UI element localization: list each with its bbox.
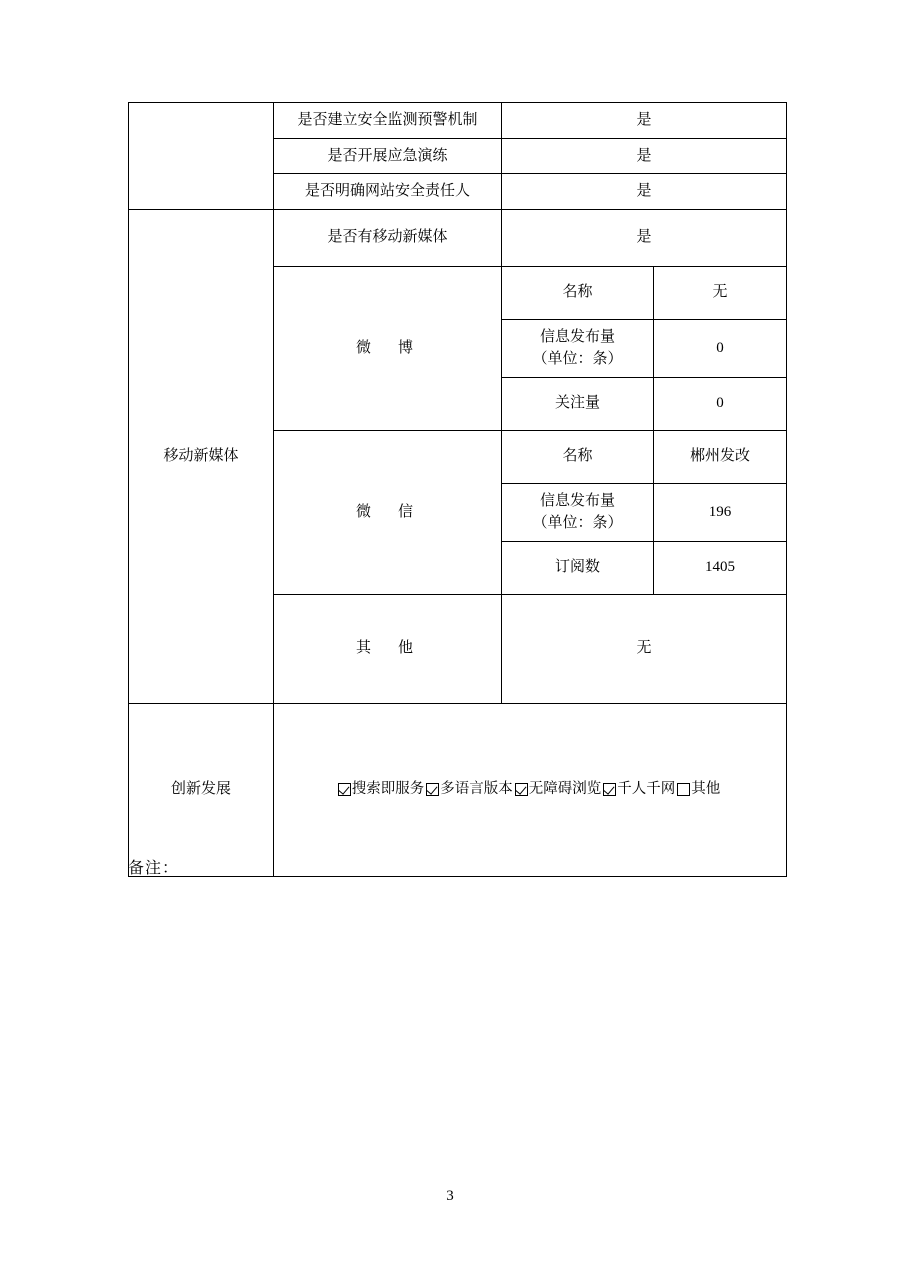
innovation-options-cell	[274, 703, 787, 876]
weixin-metric-value-0: 郴州发改	[654, 430, 787, 483]
weixin-metric-name-0: 名称	[502, 430, 654, 483]
innovation-option-1-label: 多语言版本	[440, 780, 513, 797]
page-number: 3	[446, 1188, 454, 1204]
weixin-metric-name-2: 订阅数	[502, 541, 654, 594]
weibo-metric-name-1	[502, 319, 654, 377]
innovation-label: 创新发展	[129, 703, 274, 876]
checkbox-checked-icon[interactable]	[603, 783, 616, 796]
remark-label: 备注：	[128, 858, 180, 877]
weixin-metric-name-1-line2: （单位：条）	[532, 515, 623, 531]
innovation-options-list	[278, 779, 782, 801]
innovation-option-4[interactable]	[677, 779, 720, 801]
table-row	[129, 703, 787, 876]
innovation-option-1[interactable]	[426, 779, 513, 801]
innovation-option-2[interactable]	[515, 779, 602, 801]
mobile-media-section-label: 移动新媒体	[129, 209, 274, 703]
innovation-option-4-label: 其他	[691, 780, 721, 797]
weibo-metric-name-1-line2: （单位：条）	[532, 351, 623, 367]
security-answer-1: 是	[502, 138, 787, 174]
weixin-label: 微 信	[274, 430, 502, 594]
weibo-metric-value-0: 无	[654, 266, 787, 319]
report-table	[128, 102, 787, 877]
table-row	[129, 209, 787, 266]
security-answer-0: 是	[502, 103, 787, 139]
weibo-metric-name-0: 名称	[502, 266, 654, 319]
security-question-0: 是否建立安全监测预警机制	[274, 103, 502, 139]
weibo-metric-name-2: 关注量	[502, 377, 654, 430]
weibo-metric-value-1: 0	[654, 319, 787, 377]
security-question-1: 是否开展应急演练	[274, 138, 502, 174]
security-question-2: 是否明确网站安全责任人	[274, 174, 502, 210]
innovation-option-3-label: 千人千网	[617, 780, 676, 797]
weixin-metric-value-2: 1405	[654, 541, 787, 594]
security-section-label-cell	[129, 103, 274, 210]
has-mobile-media-answer: 是	[502, 209, 787, 266]
innovation-option-0-label: 搜索即服务	[351, 780, 425, 797]
weibo-metric-name-1-line1: 信息发布量	[539, 328, 615, 345]
table-row	[129, 103, 787, 139]
weibo-metric-value-2: 0	[654, 377, 787, 430]
innovation-option-3[interactable]	[603, 779, 675, 801]
checkbox-unchecked-icon[interactable]	[677, 783, 690, 796]
checkbox-checked-icon[interactable]	[338, 783, 351, 796]
innovation-option-0[interactable]	[338, 779, 425, 801]
weixin-metric-name-1	[502, 483, 654, 541]
other-media-value: 无	[502, 594, 787, 703]
weibo-label: 微 博	[274, 266, 502, 430]
security-answer-2: 是	[502, 174, 787, 210]
weixin-metric-value-1: 196	[654, 483, 787, 541]
checkbox-checked-icon[interactable]	[426, 783, 439, 796]
has-mobile-media-question: 是否有移动新媒体	[274, 209, 502, 266]
other-media-label: 其 他	[274, 594, 502, 703]
innovation-option-2-label: 无障碍浏览	[528, 780, 602, 797]
checkbox-checked-icon[interactable]	[515, 783, 528, 796]
weixin-metric-name-1-line1: 信息发布量	[539, 492, 615, 509]
